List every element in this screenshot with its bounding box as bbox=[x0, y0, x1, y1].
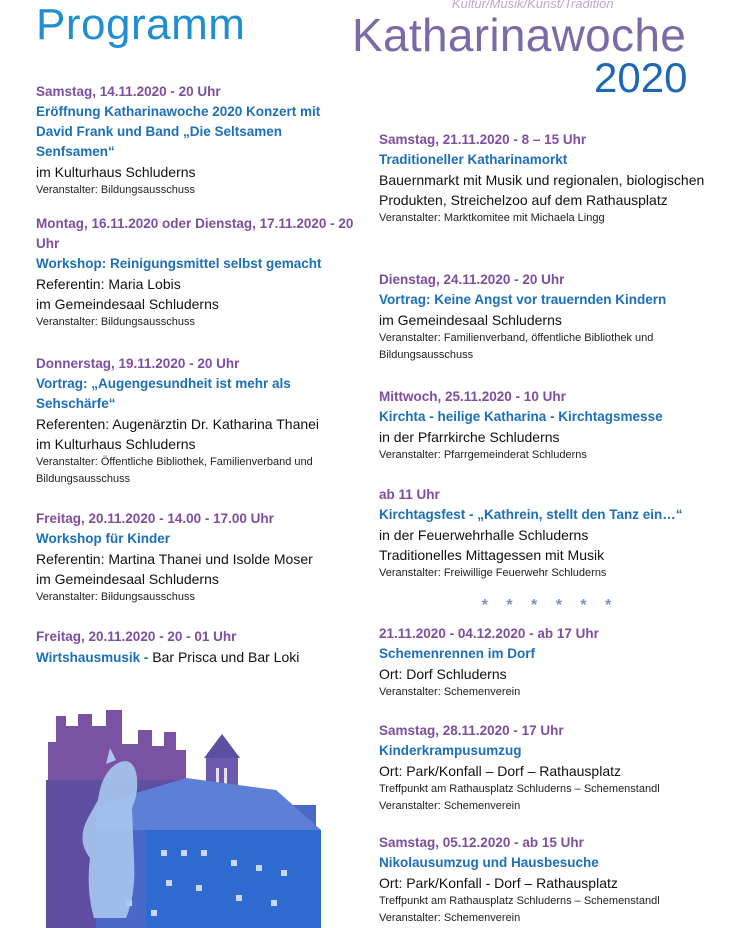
event-title: Vortrag: „Augengesundheit ist mehr als Sehschärfe“ bbox=[36, 376, 291, 411]
event-description: Bauernmarkt mit Musik und regionalen, biologischen Produkten, Streichelzoo auf dem Rathausplatz bbox=[379, 172, 705, 208]
brand-year: 2020 bbox=[594, 54, 688, 101]
event-title: Nikolausumzug und Hausbesuche bbox=[379, 855, 599, 870]
event-location: im Gemeindesaal Schluderns bbox=[36, 296, 219, 312]
event-date: Samstag, 14.11.2020 - 20 Uhr bbox=[36, 84, 221, 99]
left-column bbox=[36, 82, 356, 668]
event-date: Montag, 16.11.2020 oder Dienstag, 17.11.2020 - 20 Uhr bbox=[36, 216, 354, 251]
event-organizer: Veranstalter: Schemenverein bbox=[379, 686, 521, 698]
event-location: Ort: Dorf Schluderns bbox=[379, 666, 507, 682]
event-location: Ort: Park/Konfall - Dorf – Rathausplatz bbox=[379, 875, 618, 891]
event-7 bbox=[379, 270, 721, 387]
event-date: Mittwoch, 25.11.2020 - 10 Uhr bbox=[379, 389, 566, 404]
castle-illustration bbox=[36, 690, 356, 928]
event-detail: Traditionelles Mittagessen mit Musik bbox=[379, 547, 605, 563]
event-date: ab 11 Uhr bbox=[379, 487, 440, 502]
event-organizer: Veranstalter: Schemenverein bbox=[379, 800, 521, 812]
event-organizer: Veranstalter: Öffentliche Bibliothek, Familienverband und Bildungsausschuss bbox=[36, 456, 313, 485]
event-title: Kinderkrampusumzug bbox=[379, 743, 522, 758]
event-6 bbox=[379, 130, 721, 270]
brand-subtitle: Kultur/Musik/Kunst/Tradition bbox=[452, 0, 614, 11]
event-5 bbox=[36, 627, 356, 668]
event-date: 21.11.2020 - 04.12.2020 - ab 17 Uhr bbox=[379, 626, 599, 641]
event-organizer: Veranstalter: Freiwillige Feuerwehr Schluderns bbox=[379, 567, 607, 579]
event-date: Donnerstag, 19.11.2020 - 20 Uhr bbox=[36, 356, 240, 371]
event-12 bbox=[379, 833, 721, 927]
event-8 bbox=[379, 387, 721, 485]
event-title: Wirtshausmusik - bbox=[36, 650, 149, 665]
event-title: Traditioneller Katharinamorkt bbox=[379, 152, 568, 167]
event-organizer: Veranstalter: Bildungsausschuss bbox=[36, 184, 195, 196]
event-3 bbox=[36, 354, 356, 509]
event-speaker: Referentin: Martina Thanei und Isolde Moser bbox=[36, 551, 313, 567]
brand-title: Katharinawoche bbox=[352, 9, 687, 61]
event-1 bbox=[36, 82, 356, 214]
event-date: Samstag, 28.11.2020 - 17 Uhr bbox=[379, 723, 564, 738]
separator-stars: * * * * * * bbox=[481, 597, 619, 614]
event-location: in der Feuerwehrhalle Schluderns bbox=[379, 527, 589, 543]
event-title: Vortrag: Keine Angst vor trauernden Kindern bbox=[379, 292, 667, 307]
event-organizer: Veranstalter: Bildungsausschuss bbox=[36, 591, 195, 603]
event-title: Schemenrennen im Dorf bbox=[379, 646, 536, 661]
event-location: im Gemeindesaal Schluderns bbox=[379, 312, 562, 328]
event-detail: Bar Prisca und Bar Loki bbox=[148, 649, 300, 665]
event-title: Kirchtagsfest - „Kathrein, stellt den Tanz ein…“ bbox=[379, 507, 683, 522]
event-location: Ort: Park/Konfall – Dorf – Rathausplatz bbox=[379, 763, 621, 779]
event-date: Samstag, 21.11.2020 - 8 – 15 Uhr bbox=[379, 132, 587, 147]
event-title: Workshop: Reinigungsmittel selbst gemacht bbox=[36, 256, 322, 271]
event-speaker: Referentin: Maria Lobis bbox=[36, 276, 181, 292]
event-title: Kirchta - heilige Katharina - Kirchtagsmesse bbox=[379, 409, 663, 424]
event-date: Samstag, 05.12.2020 - ab 15 Uhr bbox=[379, 835, 584, 850]
event-location: im Kulturhaus Schluderns bbox=[36, 164, 196, 180]
event-meeting-point: Treffpunkt am Rathausplatz Schluderns – Schemenstandl bbox=[379, 783, 660, 795]
event-location: im Gemeindesaal Schluderns bbox=[36, 571, 219, 587]
event-title: Eröffnung Katharinawoche 2020 Konzert mit David Frank und Band „Die Seltsamen Senfsamen“ bbox=[36, 104, 321, 159]
page-title: Programm bbox=[36, 0, 246, 49]
event-2 bbox=[36, 214, 356, 354]
event-date: Dienstag, 24.11.2020 - 20 Uhr bbox=[379, 272, 565, 287]
event-meeting-point: Treffpunkt am Rathausplatz Schluderns – Schemenstandl bbox=[379, 895, 660, 907]
event-date: Freitag, 20.11.2020 - 20 - 01 Uhr bbox=[36, 629, 237, 644]
event-location: im Kulturhaus Schluderns bbox=[36, 436, 196, 452]
event-organizer: Veranstalter: Bildungsausschuss bbox=[36, 316, 195, 328]
event-date: Freitag, 20.11.2020 - 14.00 - 17.00 Uhr bbox=[36, 511, 274, 526]
right-column-lower bbox=[379, 624, 721, 927]
event-organizer: Veranstalter: Schemenverein bbox=[379, 912, 521, 924]
event-speaker: Referenten: Augenärztin Dr. Katharina Thanei bbox=[36, 416, 320, 432]
event-organizer: Veranstalter: Pfarrgemeinderat Schluderns bbox=[379, 449, 587, 461]
event-location: in der Pfarrkirche Schluderns bbox=[379, 429, 560, 445]
event-organizer: Veranstalter: Marktkomitee mit Michaela Lingg bbox=[379, 212, 605, 224]
event-title: Workshop für Kinder bbox=[36, 531, 171, 546]
event-organizer: Veranstalter: Familienverband, öffentliche Bibliothek und Bildungsausschuss bbox=[379, 332, 654, 361]
event-9 bbox=[379, 485, 721, 582]
event-4 bbox=[36, 509, 356, 627]
event-10 bbox=[379, 624, 721, 721]
event-11 bbox=[379, 721, 721, 833]
right-column bbox=[379, 130, 721, 582]
